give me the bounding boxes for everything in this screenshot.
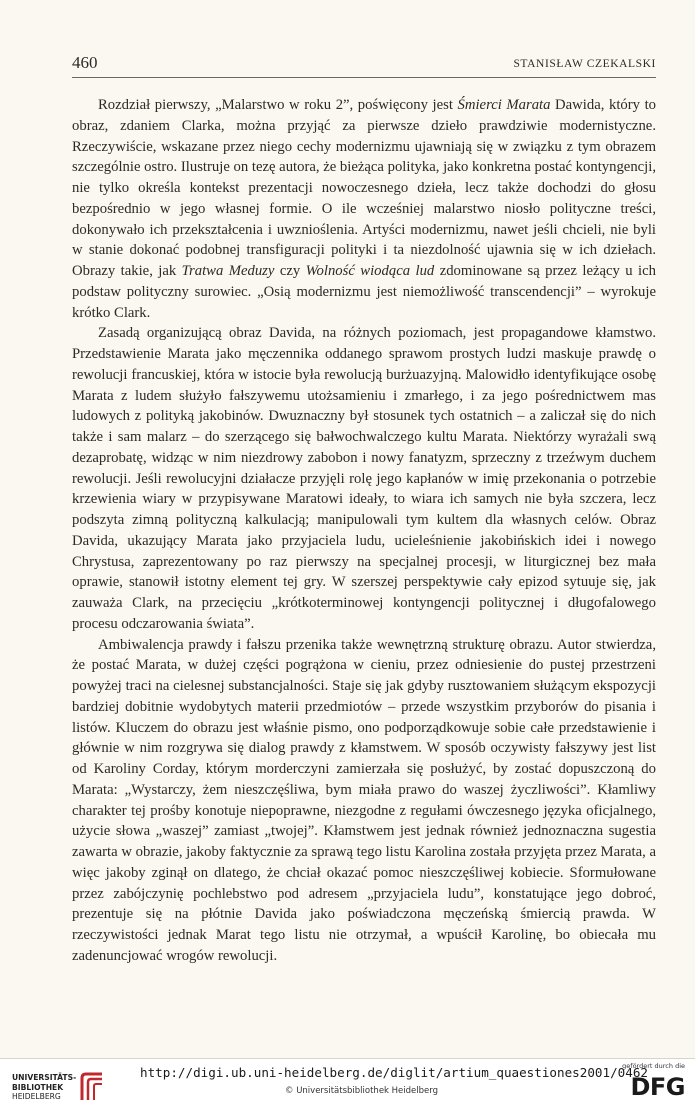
text-run: Dawida, który to obraz, zdaniem Clarka, można przyjąć za pierwsze dzieło prawdziwie modernistyczne. Rzeczywiście, wskazane przez niego cechy modernizmu ujawniają się w związku z tym obrazem szczególnie ostro. Ilustruje on tezę autora, że bieżąca polityka, jako konkretna postać kontyngencji, nie tylko określa kontekst prezentacji nowoczesnego dzieła, lecz także dochodzi do głosu bezpośrednio w jego własnej formie. O ile wcześniej malarstwo niosło polityczne treści, dokonywało ich przekształcenia i uwznioślenia. Artyści modernizmu, nawet jeśli chcieli, nie byli w stanie dokonać podobnej transfiguracji polityki i ta niezdolność ujawnia się w ich dziełach. Obrazy takie, jak xyxy=(72,97,657,279)
dfg-logo[interactable] xyxy=(607,1062,687,1102)
text-run: Zasadą organizującą obraz Davida, na różnych poziomach, jest propagandowe kłamstwo. Przedstawienie Marata jako męczennika oddanego sprawom prostych ludzi maskuje prawdę o rewolucji francuskiej, która w istocie była rewolucją burżuazyjną. Malowidło identyfikujące osobę Marata z ludem służyło fałszywemu utożsamieniu i zmarłego, i za jego pośrednictwem mas ludowych z polityką jakobinów. Dwuznaczny był stosunek tych ostatnich – a zaliczał się do nich także i sam malarz – do szerzącego się bałwochwalczego kultu Marata. Niektórzy wyrażali swą dezaprobatę, widząc w nim niezdrowy zabobon i nowy fanatyzm, sprzeczny z trzeźwym duchem rewolucji. Jeśli rewolucyjni działacze przyjęli rolę jego kapłanów w imię przekonania o potrzebie krzewienia wiary w przypisywane Maratowi ideały, to wiara ich samych nie była szczera, lecz podszyta zimną polityczną kalkulacją; manipulowali tym kultem dla własnych celów. Obraz Davida, ukazujący Marata jako przyjaciela ludu, ucieleśnienie jakobińskich idei i nowego Chrystusa, zaprezentowany po raz pierwszy na specjalnej procesji, w liturgicznej bez mała oprawie, stanowił istotny element tej gry. W szerszej perspektywie cały epizod sytuuje się, jak zauważa Clark, na przecięciu „krótkoterminowej kontyngencji politycznej i długofalowego procesu odczarowania świata”. xyxy=(72,325,656,632)
library-logo[interactable] xyxy=(6,1065,102,1099)
text-run: zdominowane są przez leżący u ich podstaw polityczny surowiec. „Osią modernizmu jest niemożliwość transcendencji” – wyrokuje krótko Clark. xyxy=(72,263,656,321)
italic-title: Wolność wiodąca lud xyxy=(305,263,435,279)
copyright-notice: © Universitätsbibliothek Heidelberg xyxy=(285,1086,439,1096)
paragraph xyxy=(72,95,656,323)
text-run: Rozdział pierwszy, „Malarstwo w roku 2”, poświęcony jest xyxy=(98,97,458,113)
text-run: czy xyxy=(274,263,306,279)
library-name-line2: BIBLIOTHEK xyxy=(12,1082,64,1092)
library-name-line3: HEIDELBERG xyxy=(12,1092,61,1101)
footer-bar xyxy=(0,1058,695,1104)
paragraph xyxy=(72,635,656,967)
library-name xyxy=(12,1073,78,1102)
page-header xyxy=(72,52,656,74)
italic-title: Tratwa Meduzy xyxy=(181,263,275,279)
body-text xyxy=(72,95,656,967)
header-rule xyxy=(72,77,656,78)
permalink-url[interactable]: http://digi.ub.uni-heidelberg.de/diglit/artium_quaestiones2001/0462 xyxy=(140,1065,648,1080)
library-name-line1: UNIVERSITÄTS- xyxy=(12,1073,77,1082)
library-mark-icon xyxy=(78,1072,106,1102)
text-run: Ambiwalencja prawdy i fałszu przenika także wewnętrzną strukturę obrazu. Autor stwierdza, że postać Marata, w dużej części pogrążona w cieniu, przez odniesienie do pustej przestrzeni powyżej traci na cielesnej substancjalności. Staje się jak gdyby rusztowaniem służącym ekspozycji bardziej dobitnie wydobytych materii przedmiotów – przede wszystkim przyborów do pisania i listów. Kluczem do obrazu jest właśnie pismo, ono podporządkowuje sobie całe przedstawienie i głównie w nim rozgrywa się dialog prawdy z kłamstwem. W sposób oczywisty fałszywy jest list od Karoliny Corday, którym morderczyni zamierzała się posłużyć, by zostać dopuszczoną do Marata: „Wystarczy, żem nieszczęśliwa, bym miała prawo do waszej życzliwości”. Kłamliwy charakter tej prośby konotuje niepoprawne, niezgodne z regułami ówczesnego języka oficjalnego, użycie słowa „waszej” zamiast „twojej”. Kłamstwem jest jednak również jednoznaczna sugestia zawarta w obrazie, jakoby faktycznie za sprawą tego listu Karolina została przyjęta przez Marata, a więc jakoby zginął on dlatego, że chciał okazać pomoc nieszczęśliwej kobiecie. Sformułowane przez zabójczynię pochlebstwo pod adresem „przyjaciela ludu”, konstatujące jego dobroć, prezentuje się na płótnie Davida jako poświadczona męczeńską śmiercią prawda. W rzeczywistości jednak Marat tego listu nie otrzymał, a wpuścił Karolinę, bo obiecała mu zadenuncjować wrogów rewolucji. xyxy=(72,636,656,964)
italic-title: Śmierci Marata xyxy=(457,97,551,113)
paragraph xyxy=(72,323,656,634)
dfg-caption: gefördert durch die xyxy=(622,1062,685,1070)
running-head: STANISŁAW CZEKALSKI xyxy=(513,58,656,70)
dfg-logo-text: DFG xyxy=(630,1073,685,1101)
page-number: 460 xyxy=(72,53,98,72)
